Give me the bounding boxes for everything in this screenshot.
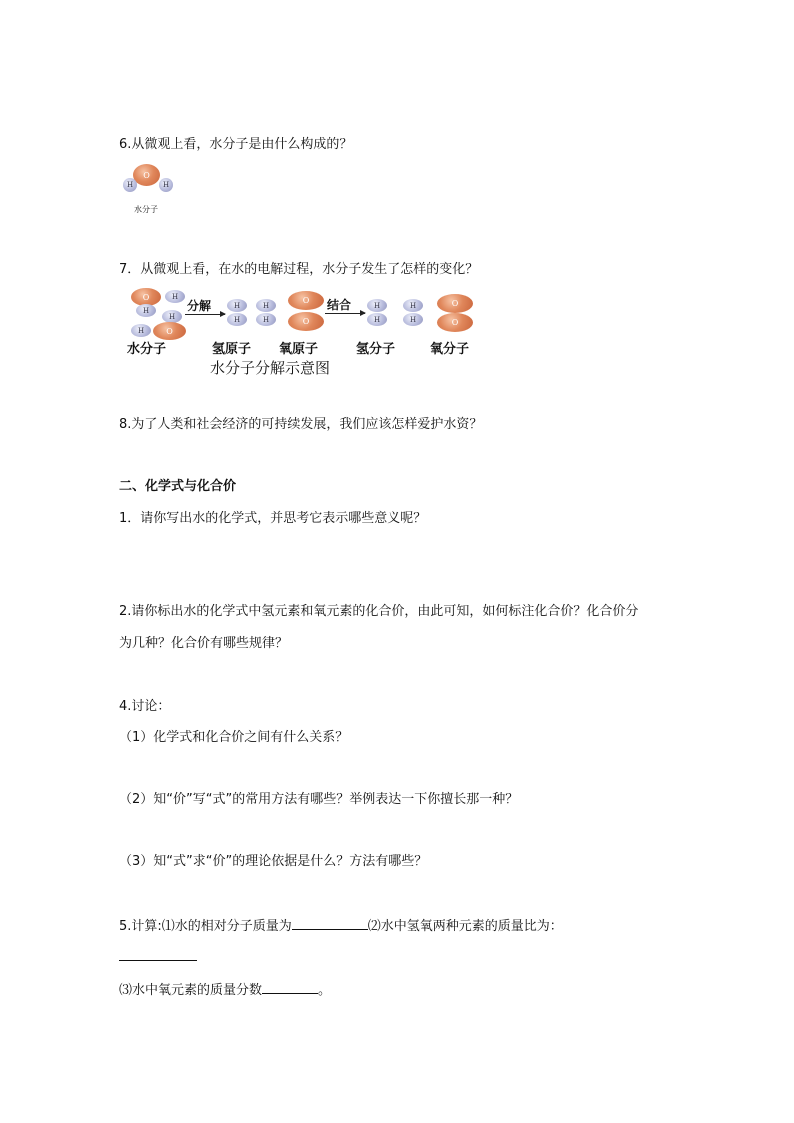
hydrogen-atom: H — [256, 299, 276, 312]
calc-part-3: ⑶水中氧元素的质量分数 — [119, 983, 263, 998]
hydrogen-atom: H — [136, 304, 156, 317]
hydrogen-atom: H — [162, 310, 182, 323]
oxygen-atom: O — [153, 322, 186, 340]
section2-question-1: 1．请你写出水的化学式，并思考它表示哪些意义呢？ — [119, 511, 427, 526]
diagram-title: 水分子分解示意图 — [210, 359, 331, 377]
decompose-arrow — [185, 314, 225, 315]
label-hydrogen-molecule: 氢分子 — [356, 342, 396, 357]
question-7: 7．从微观上看，在水的电解过程，水分子发生了怎样的变化？ — [119, 262, 479, 277]
calc-part-2: ⑵水中氢氧两种元素的质量比为： — [367, 919, 563, 934]
hydrogen-atom: H — [403, 299, 423, 312]
calc-part-1: 5.计算:⑴水的相对分子质量为 — [119, 919, 292, 934]
question-8: 8.为了人类和社会经济的可持续发展，我们应该怎样爱护水资？ — [119, 417, 483, 432]
decompose-label: 分解 — [187, 299, 212, 313]
oxygen-atom: O — [288, 312, 324, 331]
calculation-line-1 — [119, 916, 563, 936]
oxygen-atom: O — [288, 291, 324, 310]
answer-blank-1[interactable] — [292, 916, 368, 930]
hydrogen-atom: H — [159, 178, 173, 192]
oxygen-atom: O — [131, 288, 161, 306]
discussion-item-2: （2）知“价”写“式”的常用方法有哪些？举例表达一下你擅长那一种？ — [119, 792, 519, 807]
label-water-molecule: 水分子 — [127, 342, 167, 357]
section2-question-2-line1: 2.请你标出水的化学式中氢元素和氧元素的化合价，由此可知，如何标注化合价？化合价分 — [119, 604, 639, 619]
water-molecule-caption: 水分子 — [134, 205, 158, 214]
section-heading: 二、化学式与化合价 — [119, 479, 237, 494]
calc-end: 。 — [318, 983, 332, 998]
hydrogen-atom: H — [403, 313, 423, 326]
section2-question-2-line2: 为几种？化合价有哪些规律？ — [119, 636, 289, 651]
hydrogen-atom: H — [367, 313, 387, 326]
hydrogen-atom: H — [131, 324, 151, 337]
hydrogen-atom: H — [227, 313, 247, 326]
label-oxygen-molecule: 氧分子 — [430, 342, 470, 357]
oxygen-atom: O — [437, 294, 473, 313]
discussion-item-1: （1）化学式和化合价之间有什么关系？ — [119, 730, 349, 745]
oxygen-atom: O — [133, 164, 160, 186]
hydrogen-atom: H — [367, 299, 387, 312]
discussion-item-3: （3）知“式”求“价”的理论依据是什么？方法有哪些？ — [119, 854, 428, 869]
section2-question-4: 4.讨论： — [119, 699, 171, 714]
hydrogen-atom: H — [256, 313, 276, 326]
question-6: 6.从微观上看，水分子是由什么构成的？ — [119, 137, 353, 152]
calculation-line-3 — [119, 980, 331, 1000]
label-oxygen-atom: 氧原子 — [279, 342, 319, 357]
combine-label: 结合 — [327, 298, 352, 312]
hydrogen-atom: H — [227, 299, 247, 312]
oxygen-atom: O — [437, 313, 473, 332]
combine-arrow — [325, 313, 365, 314]
answer-blank-3[interactable] — [262, 980, 318, 994]
hydrogen-atom: H — [123, 178, 137, 192]
label-hydrogen-atom: 氢原子 — [212, 342, 252, 357]
hydrogen-atom: H — [165, 290, 185, 303]
answer-blank-2[interactable] — [119, 960, 197, 961]
